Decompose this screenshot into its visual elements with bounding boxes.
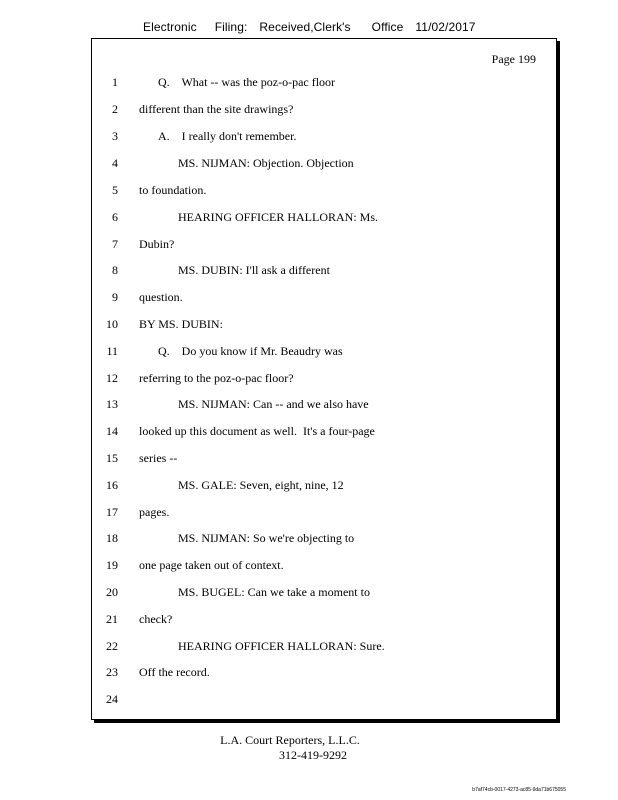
- transcript-line: [92, 288, 556, 306]
- line-number: 10: [106, 317, 118, 331]
- transcript-line: [92, 342, 556, 360]
- line-text: question.: [139, 290, 183, 304]
- line-number: 9: [112, 290, 118, 304]
- transcript-line: [92, 208, 556, 226]
- line-number: 18: [106, 531, 118, 545]
- transcript-line: [92, 503, 556, 521]
- line-text: MS. GALE: Seven, eight, nine, 12: [178, 478, 344, 492]
- transcript-line: [92, 583, 556, 601]
- line-number: 21: [106, 612, 118, 626]
- document-id: b7af74cb-0017-4273-ac85-9da71b675055: [472, 787, 566, 793]
- line-text: HEARING OFFICER HALLORAN: Ms.: [178, 210, 379, 224]
- line-text: different than the site drawings?: [139, 102, 294, 116]
- line-text: check?: [139, 612, 173, 626]
- line-number: 2: [112, 102, 118, 116]
- line-text: MS. BUGEL: Can we take a moment to: [178, 585, 370, 599]
- line-text: HEARING OFFICER HALLORAN: Sure.: [178, 639, 385, 653]
- line-number: 22: [106, 639, 118, 653]
- line-text: Q. Do you know if Mr. Beaudry was: [158, 344, 343, 358]
- line-text: Dubin?: [139, 237, 175, 251]
- line-number: 24: [106, 692, 118, 706]
- line-number: 11: [106, 344, 118, 358]
- line-number: 23: [106, 665, 118, 679]
- transcript-line: [92, 315, 556, 333]
- transcript-line: [92, 395, 556, 413]
- line-number: 15: [106, 451, 118, 465]
- transcript-line: [92, 154, 556, 172]
- line-number: 3: [112, 129, 118, 143]
- transcript-line: [92, 73, 556, 91]
- header-word-filing: Filing:: [214, 20, 248, 34]
- transcript-line: [92, 261, 556, 279]
- line-text: looked up this document as well. It's a four-page: [139, 424, 375, 438]
- transcript-line: [92, 637, 556, 655]
- line-text: to foundation.: [139, 183, 207, 197]
- transcript-line: [92, 181, 556, 199]
- line-text: MS. NIJMAN: Objection. Objection: [178, 156, 354, 170]
- line-number: 5: [112, 183, 118, 197]
- line-text: Off the record.: [139, 665, 210, 679]
- line-number: 19: [106, 558, 118, 572]
- line-text: Q. What -- was the poz-o-pac floor: [158, 75, 336, 89]
- reporter-company: L.A. Court Reporters, L.L.C.: [220, 733, 360, 747]
- line-text: BY MS. DUBIN:: [139, 317, 223, 331]
- line-text: series --: [139, 451, 178, 465]
- electronic-filing-header: [143, 20, 476, 34]
- transcript-line: [92, 369, 556, 387]
- header-word-electronic: Electronic: [143, 20, 197, 34]
- reporter-phone: 312-419-9292: [279, 748, 347, 762]
- transcript-line: [92, 610, 556, 628]
- transcript-line: [92, 100, 556, 118]
- transcript-line: [92, 235, 556, 253]
- line-text: one page taken out of context.: [139, 558, 284, 572]
- line-text: pages.: [139, 505, 170, 519]
- transcript-line: [92, 690, 556, 708]
- line-number: 17: [106, 505, 118, 519]
- line-number: 12: [106, 371, 118, 385]
- transcript-line: [92, 476, 556, 494]
- line-text: MS. NIJMAN: So we're objecting to: [178, 531, 355, 545]
- line-number: 8: [112, 263, 118, 277]
- line-number: 13: [106, 397, 118, 411]
- transcript-page: [91, 38, 557, 720]
- header-date: 11/02/2017: [415, 20, 476, 34]
- line-number: 20: [106, 585, 118, 599]
- page-number: Page 199: [491, 52, 536, 66]
- line-text: MS. DUBIN: I'll ask a different: [178, 263, 330, 277]
- transcript-line: [92, 529, 556, 547]
- transcript-line: [92, 422, 556, 440]
- line-text: referring to the poz-o-pac floor?: [139, 371, 294, 385]
- line-number: 14: [106, 424, 118, 438]
- line-text: A. I really don't remember.: [158, 129, 297, 143]
- line-number: 7: [112, 237, 118, 251]
- transcript-line: [92, 449, 556, 467]
- header-word-received-clerks: Received,Clerk's: [259, 20, 351, 34]
- line-number: 6: [112, 210, 118, 224]
- header-word-office: Office: [371, 20, 404, 34]
- line-text: MS. NIJMAN: Can -- and we also have: [178, 397, 369, 411]
- line-number: 16: [106, 478, 118, 492]
- transcript-line: [92, 556, 556, 574]
- transcript-line: [92, 663, 556, 681]
- line-number: 1: [112, 75, 118, 89]
- transcript-line: [92, 127, 556, 145]
- line-number: 4: [112, 156, 118, 170]
